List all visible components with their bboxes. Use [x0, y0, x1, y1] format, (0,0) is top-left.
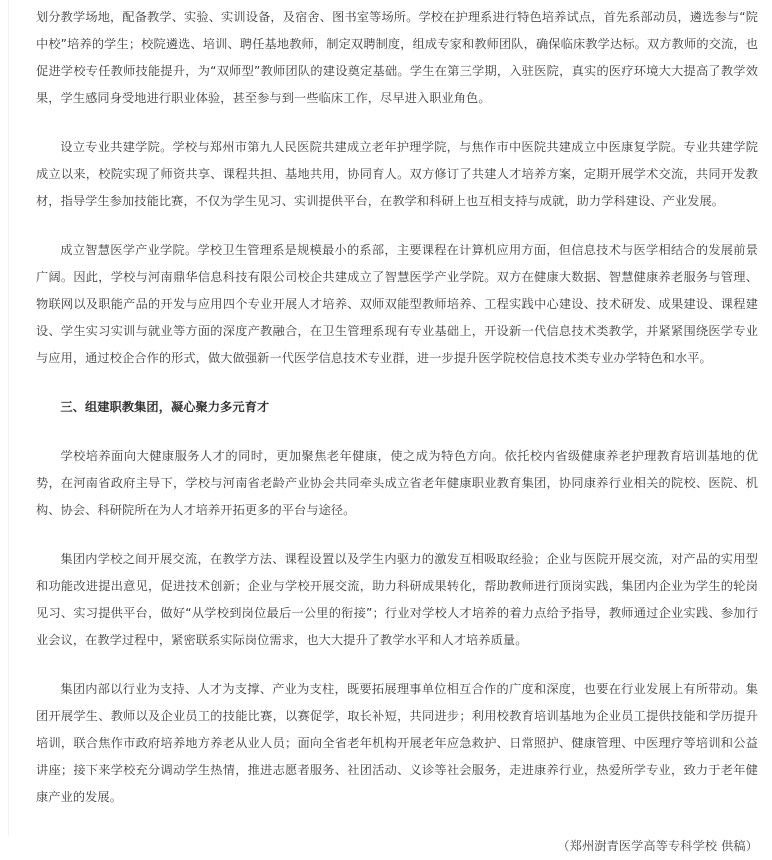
article-body	[36, 4, 758, 860]
paragraph-group-exchange: 集团内学校之间开展交流，在教学方法、课程设置以及学生内驱力的激发互相吸取经验；企业与医院开展交流，对产品的实用型和功能改进提出意见，促进技术创新；企业与学校开展交流，助力科研成果转化，帮助教师进行顶岗实践，集团内企业为学生的轮岗见习、实习提供平台，做好“从学校到岗位最后一公里的衔接”；行业对学校人才培养的着力点给予指导，教师通过企业实践、参加行业会议，在教学过程中，紧密联系实际岗位需求，也大大提升了教学水平和人才培养质量。	[36, 552, 758, 647]
paragraph-smart-medicine-college: 成立智慧医学产业学院。学校卫生管理系是规模最小的系部，主要课程在计算机应用方面，但信息技术与医学相结合的发展前景广阔。因此，学校与河南鼎华信息科技有限公司校企共建成立了智慧医学产业学院。双方在健康大数据、智慧健康养老服务与管理、物联网以及职能产品的开发与应用四个专业开展人才培养、双师双能型教师培养、工程实践中心建设、技术研发、成果建设、课程建设、学生实习实训与就业等方面的深度产教融合，在卫生管理系现有专业基础上，开设新一代信息技术类教学，并紧紧围绕医学专业与应用，通过校企合作的形式，做大做强新一代医学信息技术专业群，进一步提升医学院校信息技术类专业办学特色和水平。	[36, 243, 758, 365]
section-heading: 三、组建职教集团，凝心聚力多元育才	[60, 400, 270, 414]
paragraph-group-support: 集团内部以行业为支持、人才为支撑、产业为支柱，既要拓展理事单位相互合作的广度和深度，也要在行业发展上有所带动。集团开展学生、教师以及企业员工的技能比赛，以赛促学，取长补短，共同进步；利用校教育培训基地为企业员工提供技能和学历提升培训，联合焦作市政府培养地方养老从业人员；面向全省老年机构开展老年应急救护、日常照护、健康管理、中医理疗等培训和公益讲座；接下来学校充分调动学生热情，推进志愿者服务、社团活动、义诊等社会服务，走进康养行业，热爱所学专业，致力于老年健康产业的发展。	[36, 682, 758, 804]
paragraph-elderly-health: 学校培养面向大健康服务人才的同时，更加聚焦老年健康，使之成为特色方向。依托校内省级健康养老护理教育培训基地的优势，在河南省政府主导下，学校与河南省老龄产业协会共同牵头成立省老年健康职业教育集团，协同康养行业相关的院校、医院、机构、协会、科研院所在为人才培养开拓更多的平台与途径。	[36, 449, 758, 517]
paragraph-practice-base: 划分教学场地，配备教学、实验、实训设备，及宿舍、图书室等场所。学校在护理系进行特色培养试点，首先系部动员，遴选参与“院中校”培养的学生；校院遴选、培训、聘任基地教师，制定双聘制度，组成专家和教师团队，确保临床教学达标。双方教师的交流，也促进学校专任教师技能提升，为“双师型”教师团队的建设奠定基础。学生在第三学期，入驻医院，真实的医疗环境大大提高了教学效果，学生感同身受地进行职业体验，甚至参与到一些临床工作，尽早进入职业角色。	[36, 10, 758, 105]
paragraph-co-built-college: 设立专业共建学院。学校与郑州市第九人民医院共建成立老年护理学院，与焦作市中医院共建成立中医康复学院。专业共建学院成立以来，校院实现了师资共享、课程共担、基地共用，协同育人。双方修订了共建人才培养方案，定期开展学术交流，共同开发教材，指导学生参加技能比赛，不仅为学生见习、实训提供平台，在教学和科研上也互相支持与成就，助力学科建设、产业发展。	[36, 140, 758, 208]
article-source: （郑州澍青医学高等专科学校 供稿）	[557, 839, 758, 853]
page-edge-divider	[8, 0, 9, 836]
